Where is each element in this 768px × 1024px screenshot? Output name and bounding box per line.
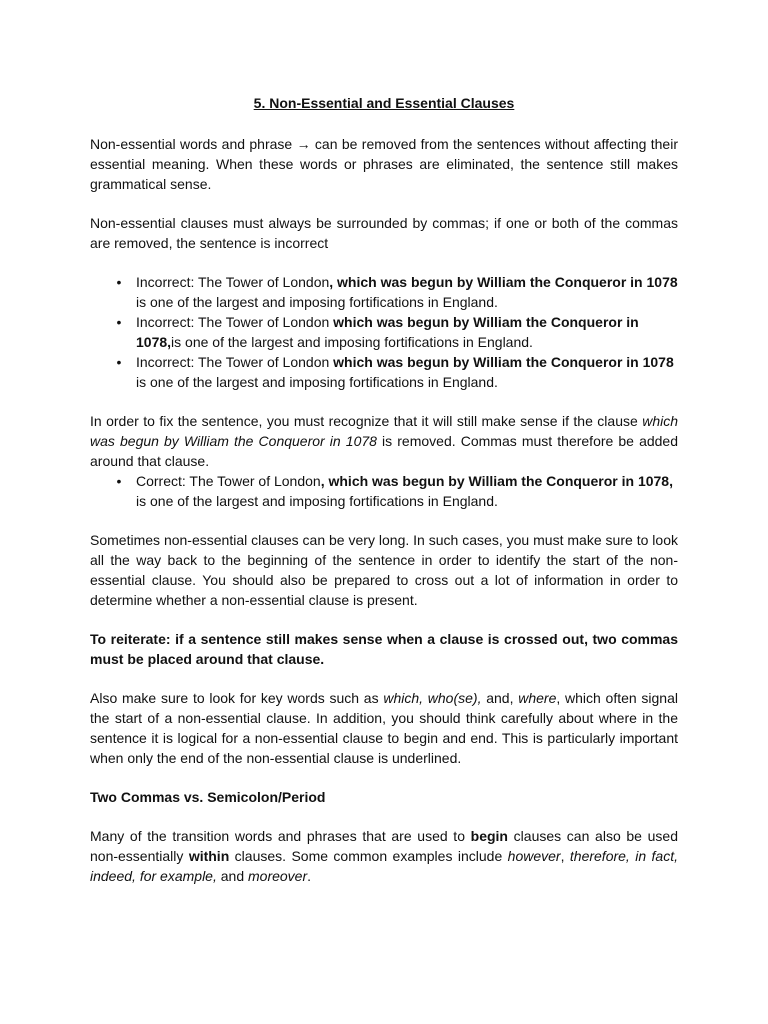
p7-italic-1: however <box>507 848 561 864</box>
p7-italic-2: therefore, in fact, indeed, for example, <box>90 848 679 884</box>
bullet-icon: • <box>116 354 122 370</box>
paragraph-long-clauses: Sometimes non-essential clauses can be very long. In such cases, you must make sure to look all the way back to the beginning of the sentence in order to identify the start of the non-essential clause. You should also be prepared to cross out a lot of information in order to determine whether a non-essential clause is present. <box>90 532 678 608</box>
p3-text-a: In order to fix the sentence, you must recognize that it will still make sense if the clause <box>90 413 643 429</box>
example-prefix: Incorrect: The Tower of London <box>136 354 334 370</box>
p7-text-b: clauses can also be used non-essentially <box>90 828 678 864</box>
bullet-icon: • <box>116 314 122 330</box>
p7-text-a: Many of the transition words and phrases that are used to <box>90 828 471 844</box>
p3-text-b: is removed. Commas must therefore be added around that clause. <box>90 433 679 469</box>
example-suffix: is one of the largest and imposing fortifications in England. <box>136 294 498 310</box>
reiterate-text: To reiterate: if a sentence still makes sense when a clause is crossed out, two commas must be placed around that clause. <box>90 631 678 667</box>
list-item <box>90 312 678 352</box>
list-item <box>90 471 678 511</box>
example-clause: , which was begun by William the Conqueror in 1078 <box>329 274 678 290</box>
p7-text-c: clauses. Some common examples include <box>229 848 508 864</box>
p7-text-e: and <box>216 868 248 884</box>
list-item <box>90 352 678 392</box>
p7-text-d: , <box>560 848 570 864</box>
p1-text-a: Non-essential words and phrase <box>90 136 297 152</box>
incorrect-examples-list <box>90 272 678 392</box>
p7-italic-3: moreover <box>248 868 308 884</box>
list-item <box>90 272 678 312</box>
p7-text-f: . <box>307 868 312 884</box>
example-clause: which was begun by William the Conqueror in 1078 <box>333 354 674 370</box>
document-body <box>90 93 678 886</box>
p6-text-b: and, <box>481 690 519 706</box>
paragraph-key-words <box>90 688 678 768</box>
p3-italic-clause: which was begun by William the Conqueror in 1078 <box>90 413 678 449</box>
example-prefix: Incorrect: The Tower of London <box>136 314 334 330</box>
p1-text-b: can be removed from the sentences without affecting their essential meaning. When these words or phrases are eliminated, the sentence still makes grammatical sense. <box>90 136 678 192</box>
example-prefix: Incorrect: The Tower of London <box>136 274 330 290</box>
bullet-icon: • <box>116 473 122 489</box>
example-suffix: is one of the largest and imposing fortifications in England. <box>136 374 498 390</box>
p6-italic-2: where <box>518 690 557 706</box>
example-suffix: is one of the largest and imposing fortifications in England. <box>171 334 533 350</box>
paragraph-fix-explanation <box>90 411 678 471</box>
page-title: 5. Non-Essential and Essential Clauses <box>253 95 515 111</box>
example-prefix: Correct: The Tower of London <box>136 473 321 489</box>
section-heading: Two Commas vs. Semicolon/Period <box>90 789 326 805</box>
p7-bold-within: within <box>188 848 230 864</box>
example-suffix: is one of the largest and imposing fortifications in England. <box>136 493 498 509</box>
correct-example-list <box>90 471 678 511</box>
bullet-icon: • <box>116 274 122 290</box>
arrow-icon: → <box>296 136 311 152</box>
paragraph-transition-words <box>90 826 678 886</box>
paragraph-non-essential-definition <box>90 134 678 194</box>
paragraph-reiterate <box>90 629 678 669</box>
example-clause: , which was begun by William the Conqueror in 1078, <box>320 473 673 489</box>
example-clause: which was begun by William the Conqueror in 1078, <box>136 314 639 350</box>
p6-italic-1: which, who(se), <box>383 690 482 706</box>
paragraph-commas-rule: Non-essential clauses must always be surrounded by commas; if one or both of the commas are removed, the sentence is incorrect <box>90 215 678 251</box>
p6-text-a: Also make sure to look for key words such as <box>90 690 384 706</box>
p7-bold-begin: begin <box>470 828 508 844</box>
p6-text-c: , which often signal the start of a non-essential clause. In addition, you should think carefully about where in the sentence it is logical for a non-essential clause to begin and end. This is particularly important when only the end of the non-essential clause is underlined. <box>90 690 678 766</box>
